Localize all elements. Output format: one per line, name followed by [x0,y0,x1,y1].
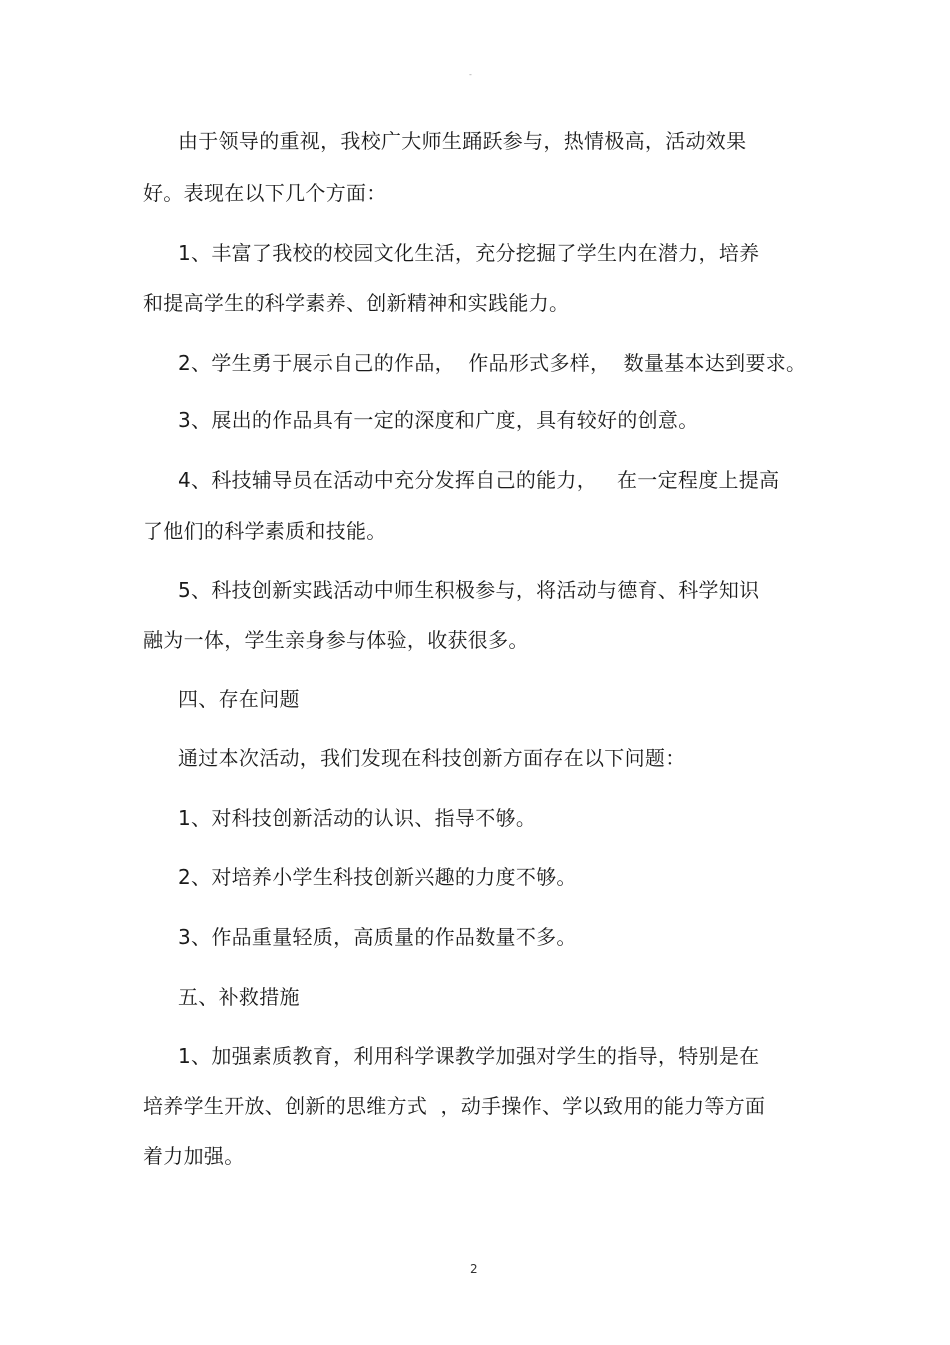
problem-item-3: 3、作品重量轻质，高质量的作品数量不多。 [178,925,577,949]
list-item-1-line-2: 和提高学生的科学素养、创新精神和实践能力。 [143,291,570,315]
list-item-5-line-1: 5、科技创新实践活动中师生积极参与，将活动与德育、科学知识 [178,578,760,602]
paragraph-1-line-2: 好。表现在以下几个方面： [143,181,387,205]
list-item-1-line-1: 1、丰富了我校的校园文化生活，充分挖掘了学生内在潜力，培养 [178,241,760,265]
section-heading-problems: 四、存在问题 [178,687,300,711]
section-heading-measures: 五、补救措施 [178,985,300,1009]
list-item-4-line-1: 4、科技辅导员在活动中充分发挥自己的能力， 在一定程度上提高 [178,468,780,492]
list-item-5-line-2: 融为一体，学生亲身参与体验，收获很多。 [143,628,529,652]
list-item-4-line-2: 了他们的科学素质和技能。 [143,519,387,543]
problems-intro: 通过本次活动，我们发现在科技创新方面存在以下问题： [178,746,686,770]
list-item-3: 3、展出的作品具有一定的深度和广度，具有较好的创意。 [178,408,699,432]
problem-item-1: 1、对科技创新活动的认识、指导不够。 [178,806,537,830]
list-item-2: 2、学生勇于展示自己的作品， 作品形式多样， 数量基本达到要求。 [178,351,807,375]
paragraph-1-line-1: 由于领导的重视，我校广大师生踊跃参与，热情极高，活动效果 [178,129,747,153]
measure-item-1-line-2: 培养学生开放、创新的思维方式 ，动手操作、学以致用的能力等方面 [143,1094,766,1118]
measure-item-1-line-1: 1、加强素质教育，利用科学课教学加强对学生的指导，特别是在 [178,1044,760,1068]
measure-item-1-line-3: 着力加强。 [143,1144,245,1168]
page-header-mark: - [469,70,472,79]
page-number: 2 [470,1262,478,1276]
problem-item-2: 2、对培养小学生科技创新兴趣的力度不够。 [178,865,577,889]
